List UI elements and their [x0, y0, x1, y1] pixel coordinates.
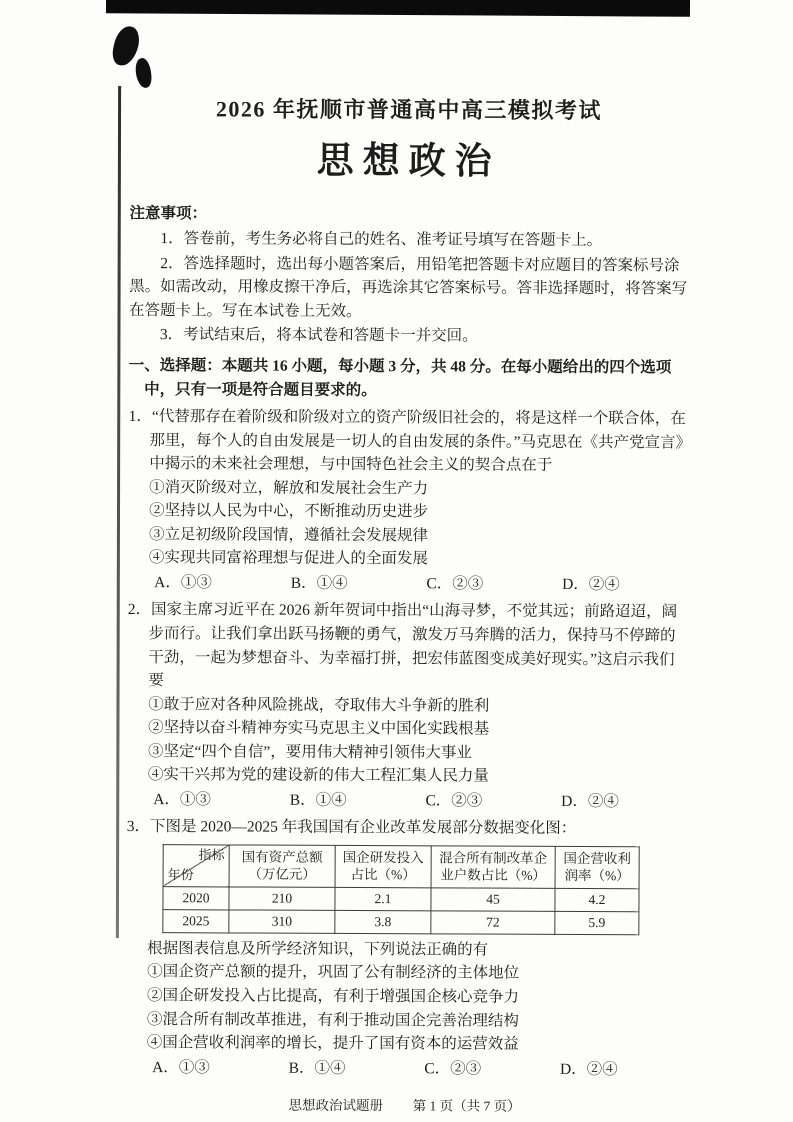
- table-cell: 2.1: [335, 887, 431, 910]
- question-1-choices: [128, 571, 686, 597]
- question-2-choices: [127, 788, 685, 814]
- notice-item-1: 1．答卷前，考生务必将自己的姓名、准考证号填写在答题卡上。: [160, 230, 603, 250]
- question-1-choice-c: C．②③: [426, 575, 484, 593]
- question-1-option-2: ②坚持以人民为中心，不断推动历史进步: [149, 502, 429, 521]
- question-1-option-4: ④实现共同富裕理想与促进人的全面发展: [148, 549, 428, 568]
- scan-ink-mark: [134, 57, 153, 89]
- question-2-stem: 2．国家主席习近平在 2026 新年贺词中指出“山海寻梦，不觉其远；前路迢迢，阔步而行。让我们拿出跃马扬鞭的勇气，激发万马奔腾的活力，保持马不停蹄的干劲，一起为梦想奋斗、为幸福打拼，把宏伟蓝图变成美好现实。”这启示我们要: [127, 601, 678, 690]
- question-1-choice-d: D．②④: [562, 575, 620, 594]
- table-corner-cell: [163, 845, 229, 887]
- exam-content: [126, 92, 688, 1118]
- question-3-choice-d: D．②④: [559, 1060, 618, 1078]
- table-cell: 45: [431, 888, 555, 912]
- footer-page-number: 第 1 页（共 7 页）: [412, 1098, 521, 1114]
- question-3-choice-c: C．②③: [424, 1059, 482, 1078]
- scan-edge-strip: [106, 0, 690, 17]
- table-cell: 2025: [163, 910, 229, 933]
- question-3-choices: [126, 1056, 684, 1082]
- table-cell: 4.2: [555, 888, 639, 911]
- question-3-prompt: 根据图表信息及所学经济知识，下列说法正确的有: [147, 939, 489, 959]
- question-1-option-3: ③立足初级阶段国情，遵循社会发展规律: [148, 525, 429, 545]
- question-3-option-2: ②国企研发投入占比提高，有利于增强国企核心竞争力: [146, 987, 520, 1006]
- page-footer: [126, 1095, 684, 1118]
- question-2: [127, 598, 686, 813]
- soe-reform-data-table: [162, 844, 639, 935]
- footer-booklet-title: 思想政治试题册: [288, 1097, 384, 1114]
- table-cell: 2020: [163, 887, 229, 910]
- question-2-choice-b: B．①④: [289, 791, 347, 809]
- question-2-option-2: ②坚持以奋斗精神夯实马克思主义中国化实践根基: [148, 719, 490, 738]
- question-2-option-4: ④实干兴邦为党的建设新的伟大工程汇集人民力量: [147, 766, 489, 785]
- table-row-2020: [163, 887, 639, 912]
- notice-item-2: 2．答选择题时，选出每小题答案后，用铅笔把答题卡对应题目的答案标号涂黑。如需改动，用橡皮擦干净后，再选涂其它答案标号。答非选择题时，将答案写在答题卡上。写在本试卷上无效。: [129, 254, 688, 320]
- question-3: [126, 815, 685, 1081]
- question-1-stem: 1．“代替那存在着阶级和阶级对立的资产阶级旧社会的，将是这样一个联合体，在那里，每个人的自由发展是一切人的自由发展的条件。”马克思在《共产党宣言》中揭示的未来社会理想，与中国特色社会主义的契合点在于: [128, 408, 686, 474]
- table-header-mixed: 混合所有制改革企业户数占比（%）: [431, 846, 555, 889]
- section-heading: 一、选择题：本题共 16 小题，每小题 3 分，共 48 分。在每小题给出的四个选项中，只有一项是符合题目要求的。: [128, 356, 672, 399]
- exam-title: 2026 年抚顺市普通高中高三模拟考试: [215, 96, 602, 124]
- corner-label-indicator: 指标: [198, 847, 225, 863]
- table-cell: 5.9: [555, 911, 639, 934]
- table-cell: 3.8: [335, 910, 431, 933]
- question-1-choice-b: B．①④: [290, 574, 348, 592]
- question-3-choice-a: A．①③: [152, 1058, 210, 1076]
- table-cell: 72: [431, 911, 555, 935]
- table-cell: 210: [229, 887, 335, 910]
- question-2-choice-d: D．②④: [561, 792, 619, 810]
- corner-label-year: 年份: [167, 867, 194, 883]
- table-row-2025: [163, 910, 639, 935]
- notice-heading: 注意事项：: [129, 204, 208, 223]
- table-header-rd: 国企研发投入占比（%）: [335, 845, 431, 887]
- question-3-choice-b: B．①④: [288, 1059, 346, 1077]
- notice-item-3: 3．考试结束后，将本试卷和答题卡一并交回。: [159, 326, 478, 345]
- question-1: [128, 405, 687, 597]
- question-1-choice-a: A．①③: [154, 573, 212, 592]
- question-3-option-3: ③混合所有制改革推进，有利于推动国企完善治理结构: [146, 1010, 519, 1030]
- question-2-option-1: ①敢于应对各种风险挑战，夺取伟大斗争新的胜利: [148, 695, 490, 715]
- question-3-option-1: ①国企资产总额的提升，巩固了公有制经济的主体地位: [147, 963, 520, 983]
- subject-title: 思想政治: [316, 141, 501, 184]
- table-header-margin: 国企营收利润率（%）: [555, 846, 639, 888]
- question-3-stem: 3．下图是 2020—2025 年我国国有企业改革发展部分数据变化图：: [126, 818, 577, 838]
- question-2-choice-c: C．②③: [425, 792, 483, 810]
- question-1-option-1: ①消灭阶级对立，解放和发展社会生产力: [149, 478, 429, 497]
- question-2-choice-a: A．①③: [153, 790, 211, 809]
- question-2-option-3: ③坚定“四个自信”，要用伟大精神引领伟大事业: [148, 742, 472, 762]
- table-cell: 310: [229, 910, 335, 933]
- table-header-row: [163, 845, 639, 889]
- question-3-option-4: ④国企营收利润率的增长，提升了国有资本的运营效益: [146, 1034, 519, 1053]
- scan-left-edge-line: [116, 86, 121, 938]
- table-header-assets: 国有资产总额（万亿元）: [229, 845, 335, 887]
